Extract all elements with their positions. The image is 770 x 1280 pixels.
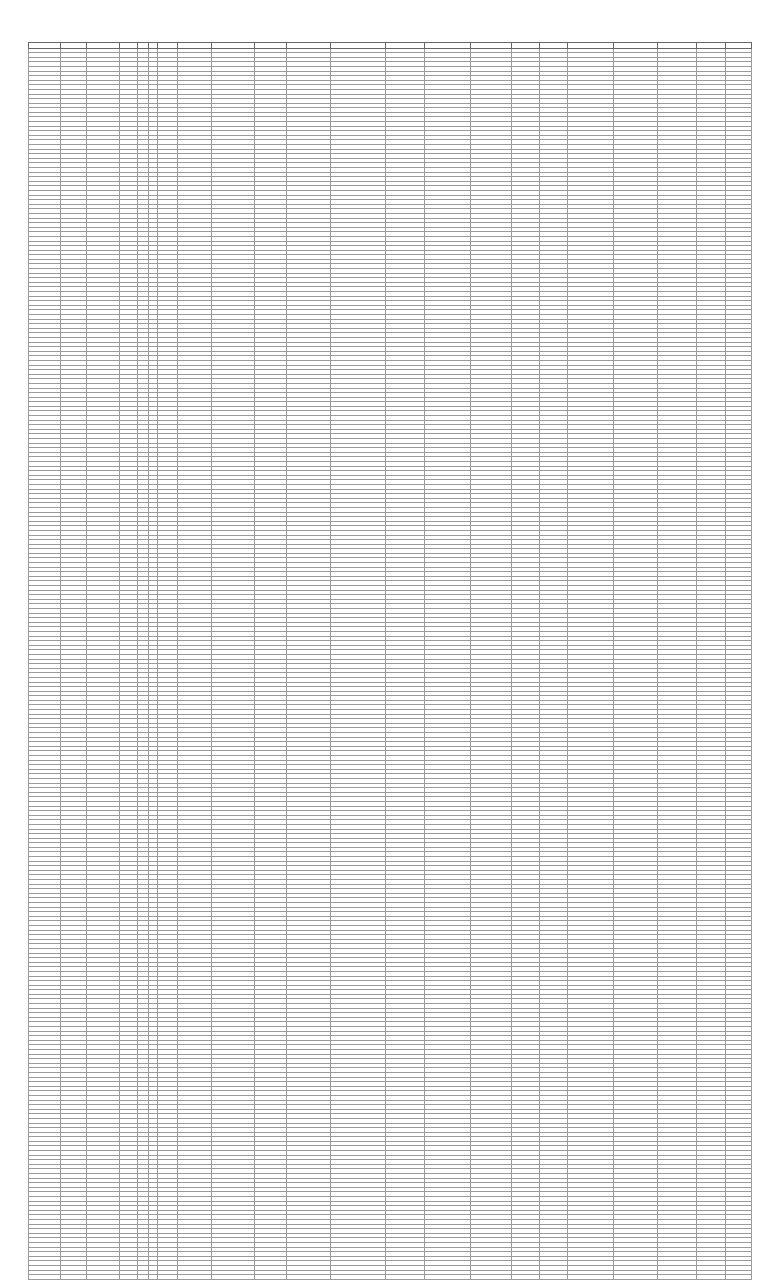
data-table — [28, 42, 752, 1280]
spreadsheet — [28, 18, 752, 1280]
sheet-metadata — [28, 18, 752, 42]
table-body — [29, 48, 752, 1279]
